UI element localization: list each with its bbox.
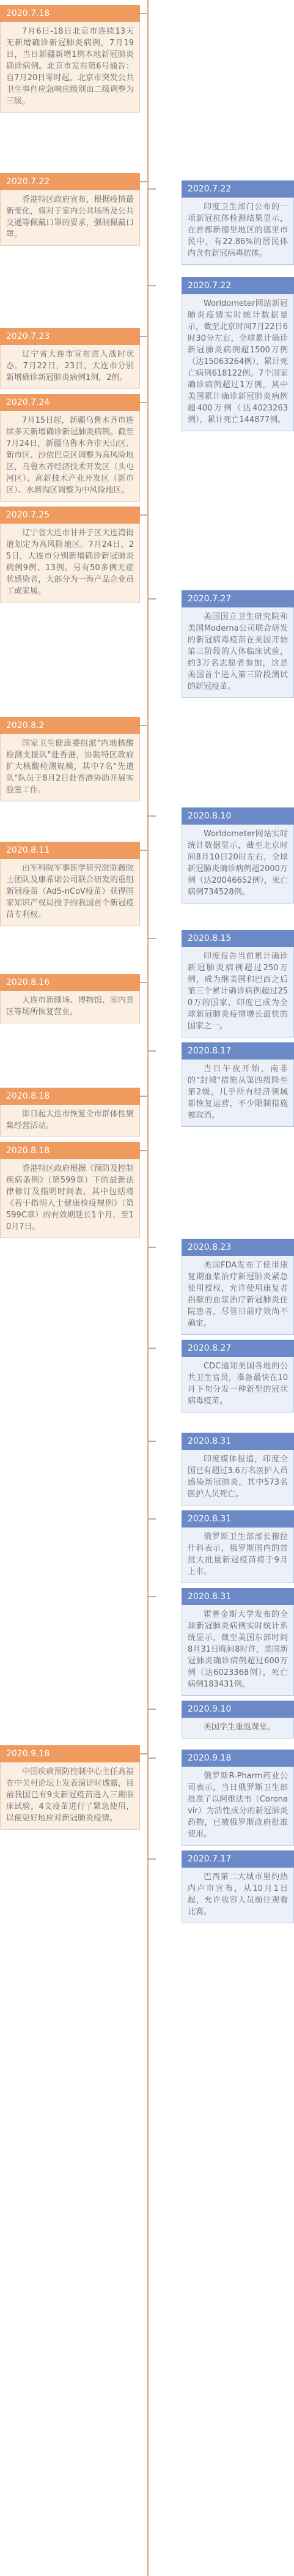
event-date: 2020.8.16 <box>0 974 140 991</box>
timeline-card <box>182 590 294 698</box>
event-description: 当日午夜开始，南非的"封城"措施从第四级降至第2级，几乎所有经济领域都恢复运营，不少限制措施被取消。 <box>182 1060 294 1127</box>
event-date: 2020.8.27 <box>182 1340 294 1357</box>
timeline-connector <box>149 285 156 286</box>
timeline-card <box>182 180 294 265</box>
timeline-connector <box>140 514 147 516</box>
event-description: 辽宁省大连市甘井子区大连湾街道划定为高风险地区。7月24日、25日，大连市分别新增确诊新冠肺炎病例9例、13例。另有50多例无症状感染者，大部分为一海产品企业员工或家属。 <box>0 524 140 603</box>
event-date: 2020.8.11 <box>0 842 140 859</box>
event-description: Worldometer网站实时统计数据显示，截至北京时间8月10日20时左右，全球新冠肺炎确诊病例超2000万例（达20046652例），死亡病例734528例。 <box>182 825 294 904</box>
timeline-connector <box>149 1050 156 1052</box>
timeline-connector <box>149 1518 156 1520</box>
event-description: 俄罗斯R-Pharm药业公司表示，当日俄罗斯卫生部批准了以阿维法韦（Coronavir）为活性成分的新冠肺炎药物，已被俄罗斯政府批准使用。 <box>182 1767 294 1846</box>
timeline-card <box>0 842 140 926</box>
event-description: 美国FDA发布了使用康复期血浆治疗新冠肺炎紧急使用授权，允许使用康复者捐献的血浆治疗新冠肺炎住院患者，尽管目前疗效尚不确定。 <box>182 1256 294 1335</box>
event-date: 2020.8.17 <box>182 1042 294 1060</box>
timeline-card <box>0 173 140 246</box>
timeline-card <box>0 974 140 1023</box>
timeline-connector <box>140 13 147 14</box>
timeline-connector <box>149 1441 156 1442</box>
event-description: 7月6日-18日北京市连续13天无新增确诊新冠肺炎病例，7月19日，当日新疆新增1例本地新冠肺炎确诊病例。北京市发布第6号通告：自7月20日零时起，北京市突发公共卫生事件应急响应级别由二级调整为三级。 <box>0 22 140 113</box>
event-date: 2020.7.22 <box>0 173 140 190</box>
event-date: 2020.8.10 <box>182 807 294 825</box>
timeline-card <box>182 1239 294 1335</box>
timeline-connector <box>149 1247 156 1248</box>
timeline-connector <box>149 1348 156 1349</box>
timeline-axis <box>147 0 149 2576</box>
event-description: 中国疾病预防控制中心主任高福在中关村论坛上发表演讲时透露，目前我国已有9支新冠疫苗进入三期临床试验，4支疫苗进行了紧急使用，以便更好地应对新冠肺炎疫情。 <box>0 1762 140 1830</box>
event-date: 2020.8.31 <box>182 1588 294 1605</box>
timeline-card <box>0 1088 140 1137</box>
timeline-card <box>182 930 294 1037</box>
timeline-connector <box>140 1753 147 1754</box>
event-description: 香港特区政府宣布，根据疫情最新变化，将对于室内公共场所及公共交通等佩戴口罩的要求，强制佩戴口罩。 <box>0 190 140 246</box>
event-description: CDC通知美国各地的公共卫生官员，准备最快在10月下旬分发一种新型的冠状病毒疫苗。 <box>182 1357 294 1412</box>
timeline-connector <box>149 938 156 939</box>
timeline-card <box>0 1142 140 1238</box>
timeline-card <box>182 1340 294 1412</box>
event-date: 2020.7.24 <box>0 394 140 411</box>
timeline-card <box>0 507 140 603</box>
event-date: 2020.9.18 <box>0 1745 140 1762</box>
timeline-card <box>182 807 294 904</box>
timeline-connector <box>140 1096 147 1097</box>
timeline-card <box>0 394 140 502</box>
timeline-card <box>182 1850 294 1923</box>
timeline-connector <box>140 850 147 851</box>
event-date: 2020.7.22 <box>182 180 294 198</box>
timeline-card <box>182 1433 294 1505</box>
timeline-card <box>0 1745 140 1830</box>
event-description: 7月15日起，新疆乌鲁木齐市连续多天新增确诊新冠肺炎病例。截至7月24日，新疆乌鲁木齐市天山区、新市区、沙依巴克区调整为高风险地区，乌鲁木齐经济技术开发区（头屯河区）、高新技术产业开发区（新市区）、水磨沟区调整为中风险地区。 <box>0 411 140 502</box>
event-description: 巴西第二大城市里约热内卢市宣布，从10月1日起，允许收容人员前往观看比赛。 <box>182 1868 294 1923</box>
event-date: 2020.9.10 <box>182 1701 294 1718</box>
event-description: 霍普金斯大学发布的全球新冠肺炎病例实时统计系统显示，截至美国东部时间8月31日晚间8时许，美国新冠肺炎确诊病例超过600万例（达6023368例），死亡病例183431例。 <box>182 1605 294 1696</box>
event-date: 2020.9.18 <box>182 1750 294 1767</box>
event-date: 2020.8.2 <box>0 717 140 734</box>
timeline-card <box>182 1701 294 1739</box>
timeline-connector <box>140 181 147 182</box>
timeline-card <box>182 1042 294 1127</box>
event-description: 大连市新剧场、博物馆、室内景区等场所恢复营业。 <box>0 991 140 1023</box>
timeline-card <box>182 1588 294 1696</box>
event-description: 印度卫生部门公布的一项新冠抗体检测结果显示，在首都新德里地区的德里市民中，有22.86%的居民体内含有新冠病毒抗体。 <box>182 198 294 265</box>
timeline-connector <box>149 598 156 599</box>
timeline-connector <box>140 402 147 403</box>
event-description: 辽宁省大连市宣布进入战时状态。7月22日，23日，大连市分别新增确诊新冠肺炎病例1例，2例。 <box>0 345 140 389</box>
timeline-card <box>182 1510 294 1583</box>
event-date: 2020.8.18 <box>0 1088 140 1105</box>
event-description: 国家卫生健康委组派"内地核酸检测支援队"赴香港，协助特区政府扩大核酸检测规模，其中7名"先遣队"队员于8月2日赴香港协助开展实验室工作。 <box>0 734 140 801</box>
event-date: 2020.7.23 <box>0 328 140 345</box>
timeline-connector <box>140 982 147 983</box>
timeline-connector <box>149 1858 156 1860</box>
timeline-card <box>0 5 140 113</box>
event-date: 2020.7.22 <box>182 277 294 294</box>
event-date: 2020.7.25 <box>0 507 140 524</box>
event-date: 2020.8.31 <box>182 1433 294 1450</box>
timeline-connector <box>140 336 147 337</box>
timeline-connector <box>149 188 156 190</box>
event-date: 2020.8.15 <box>182 930 294 947</box>
timeline-connector <box>149 1596 156 1597</box>
event-date: 2020.8.23 <box>182 1239 294 1256</box>
event-description: 印度报告当前累计确诊新冠肺炎病例超过250万例，成为继美国和巴西之后第三个累计确诊病例超过250万的国家，印度已成为全球新冠肺炎疫情增长最快的国家之一。 <box>182 947 294 1037</box>
event-date: 2020.7.18 <box>0 5 140 22</box>
event-description: 即日起大连市恢复全市群体性聚集经营活动。 <box>0 1105 140 1137</box>
event-description: Worldometer网站新冠肺炎疫情实时统计数据显示，截至北京时间7月22日6时30分左右，全球累计确诊新冠肺炎病例超1500万例（达15063264例），累计死亡病例618122例。7个国家确诊病例超过1万例，其中美国累计确诊新冠肺炎病例超400万例（达4023263例），累计死亡144877例。 <box>182 294 294 431</box>
event-description: 美国国立卫生研究院和美国Moderna公司联合研发的新冠病毒疫苗在美国开始第三阶段的人体临床试验，约3万名志愿者参加，这是美国首个进入第三阶段测试的新冠疫苗。 <box>182 607 294 698</box>
event-description: 由军科院军事医学研究院陈薇院士团队及康希诺公司联合研发的重组新冠疫苗（Ad5-nCoV疫苗）获得国家知识产权局授予的我国首个新冠疫苗专利权。 <box>0 859 140 926</box>
event-description: 香港特区政府根据《预防及控制疾病条例》（第599章）下的最新法律修订及指明时间表，其中包括将《若干指明人士健康检疫规例》（第599C章）的有效期延长1个月，至10月7日。 <box>0 1159 140 1238</box>
event-date: 2020.7.17 <box>182 1850 294 1868</box>
timeline-connector <box>149 1709 156 1710</box>
timeline-card <box>182 1750 294 1846</box>
timeline-connector <box>149 815 156 817</box>
timeline-connector <box>149 1758 156 1759</box>
timeline-card <box>0 717 140 801</box>
timeline-connector <box>140 725 147 726</box>
timeline-card <box>0 328 140 389</box>
event-description: 印度媒体报道，印度全国已有超过3.6万名医护人员感染新冠肺炎，其中573名医护人员死亡。 <box>182 1450 294 1505</box>
event-date: 2020.8.31 <box>182 1510 294 1527</box>
timeline-card <box>182 277 294 431</box>
event-date: 2020.8.18 <box>0 1142 140 1159</box>
event-date: 2020.7.27 <box>182 590 294 607</box>
timeline-connector <box>140 1150 147 1151</box>
event-description: 俄罗斯卫生部部长穆拉什科表示，俄罗斯国内的首批大批量新冠疫苗将于9月上市。 <box>182 1527 294 1583</box>
event-description: 美国学生重返课堂。 <box>182 1718 294 1739</box>
